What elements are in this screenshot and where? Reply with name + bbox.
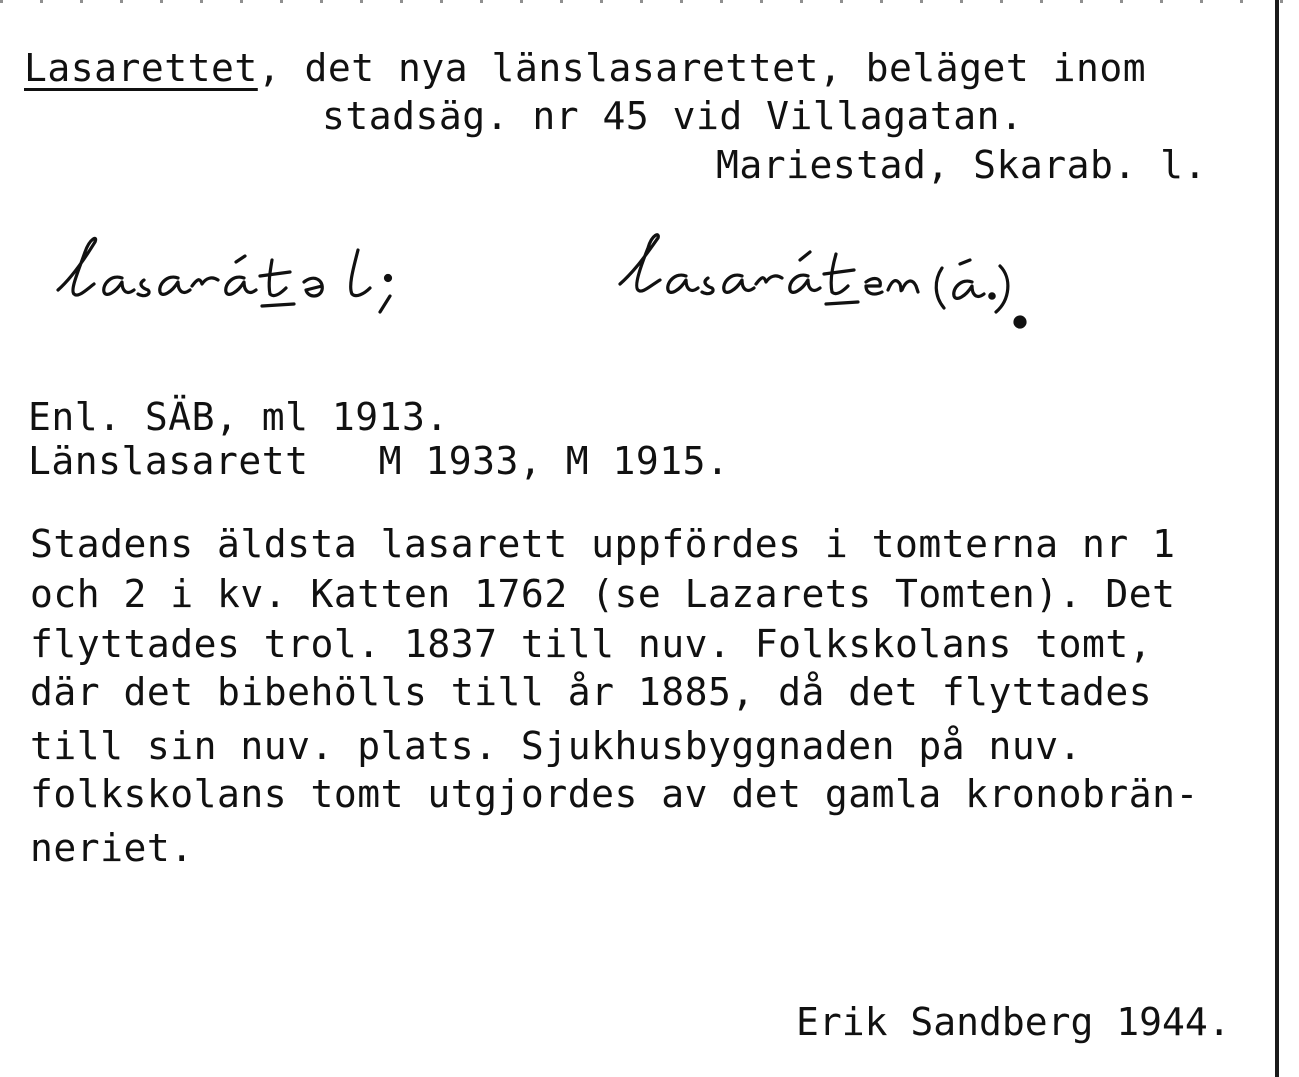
card-right-edge xyxy=(1275,0,1279,1077)
header-line-2: stadsäg. nr 45 vid Villagatan. xyxy=(322,94,1024,138)
handwritten-pronunciation xyxy=(40,220,1250,340)
source-line-1: Enl. SÄB, ml 1913. xyxy=(28,395,449,439)
source-line-2: Länslasarett M 1933, M 1915. xyxy=(28,439,730,483)
body-line-5: till sin nuv. plats. Sjukhusbyggnaden på nuv. xyxy=(30,724,1083,768)
body-line-6: folkskolans tomt utgjordes av det gamla kronobrän- xyxy=(30,772,1199,816)
headword: Lasarettet xyxy=(24,46,258,90)
body-line-3: flyttades trol. 1837 till nuv. Folkskolans tomt, xyxy=(30,622,1153,666)
header-line-1-rest: , det nya länslasarettet, beläget inom xyxy=(257,46,1147,90)
header-line-1 xyxy=(24,44,1146,92)
body-line-7: neriet. xyxy=(30,826,194,870)
body-line-4: där det bibehölls till år 1885, då det flyttades xyxy=(30,670,1153,714)
signature: Erik Sandberg 1944. xyxy=(796,1000,1231,1044)
body-line-2: och 2 i kv. Katten 1762 (se Lazarets Tomten). Det xyxy=(30,572,1176,616)
body-line-1: Stadens äldsta lasarett uppfördes i tomterna nr 1 xyxy=(30,522,1176,566)
location: Mariestad, Skarab. l. xyxy=(716,143,1207,187)
card-top-edge xyxy=(0,0,1299,3)
